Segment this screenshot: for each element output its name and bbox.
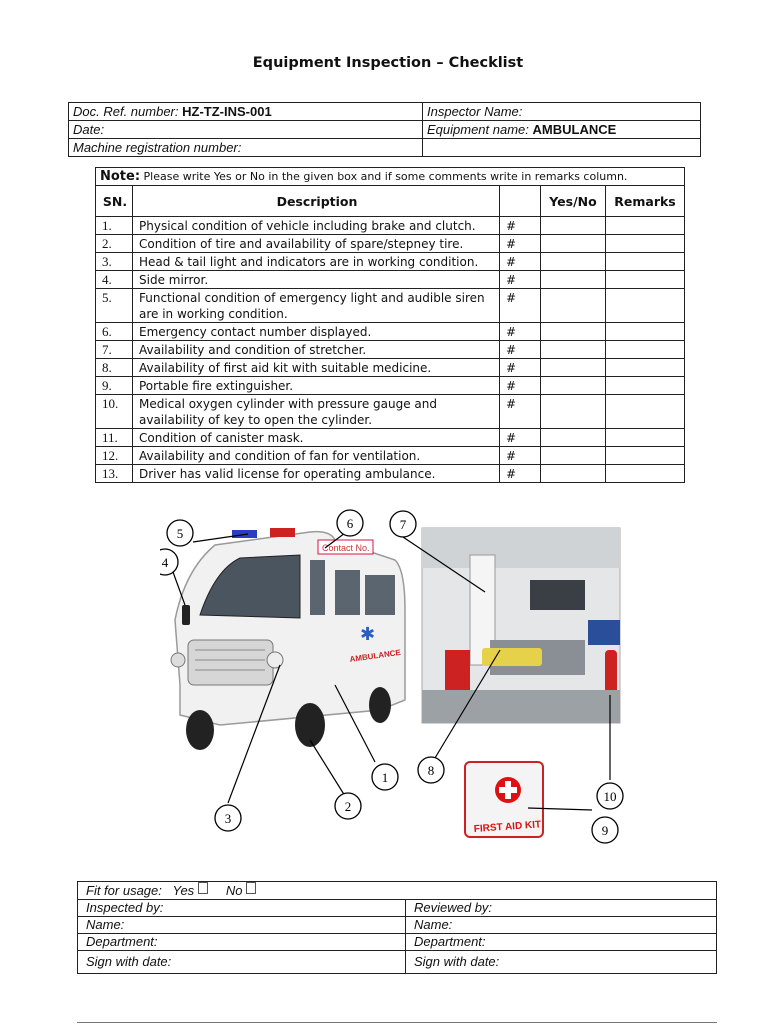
fit-for-usage-row: [78, 882, 717, 900]
checklist-row: [96, 429, 685, 447]
row-mark: #: [500, 395, 541, 429]
row-mark: #: [500, 377, 541, 395]
callout-label: 8: [427, 763, 435, 778]
col-mark-header: [500, 186, 541, 217]
callout-label: 6: [346, 516, 354, 531]
callout-label: 4: [161, 555, 169, 570]
row-sn: 9.: [96, 377, 133, 395]
row-remarks-input[interactable]: [606, 429, 685, 447]
row-yesno-input[interactable]: [541, 359, 606, 377]
approval-footer-table: [77, 881, 717, 974]
machine-reg-label: Machine registration number:: [73, 140, 242, 155]
callout-5: [167, 520, 193, 546]
row-mark: #: [500, 323, 541, 341]
row-yesno-input[interactable]: [541, 289, 606, 323]
inspector-name-cell[interactable]: [423, 103, 701, 121]
checklist-row: [96, 323, 685, 341]
row-remarks-input[interactable]: [606, 253, 685, 271]
row-yesno-input[interactable]: [541, 447, 606, 465]
ambulance-exterior-image: [163, 500, 408, 755]
no-checkbox[interactable]: [246, 882, 256, 894]
page-bottom-rule: [77, 1022, 717, 1023]
row-description: Condition of canister mask.: [133, 429, 500, 447]
row-description: Availability of first aid kit with suitable medicine.: [133, 359, 500, 377]
row-yesno-input[interactable]: [541, 271, 606, 289]
row-remarks-input[interactable]: [606, 341, 685, 359]
callout-label: 2: [344, 799, 352, 814]
checklist-row: [96, 235, 685, 253]
callout-label: 10: [603, 789, 617, 804]
doc-ref-value: HZ-TZ-INS-001: [182, 104, 272, 119]
row-remarks-input[interactable]: [606, 323, 685, 341]
callout-2: [335, 793, 361, 819]
row-yesno-input[interactable]: [541, 323, 606, 341]
inspector-sign-field[interactable]: Sign with date:: [78, 951, 406, 974]
date-cell[interactable]: [69, 121, 423, 139]
inspector-department-field[interactable]: Department:: [78, 934, 406, 951]
checklist-row: [96, 253, 685, 271]
inspection-checklist-table: [95, 167, 685, 483]
checklist-row: [96, 377, 685, 395]
reviewer-department-field[interactable]: Department:: [406, 934, 717, 951]
row-description: Availability and condition of stretcher.: [133, 341, 500, 359]
callout-3: [215, 805, 241, 831]
row-description: Availability and condition of fan for ventilation.: [133, 447, 500, 465]
row-mark: #: [500, 217, 541, 235]
doc-ref-label: Doc. Ref. number:: [73, 104, 183, 119]
row-yesno-input[interactable]: [541, 341, 606, 359]
row-yesno-input[interactable]: [541, 217, 606, 235]
row-sn: 7.: [96, 341, 133, 359]
first-aid-kit-label: FIRST AID KIT: [473, 819, 542, 835]
row-mark: #: [500, 359, 541, 377]
row-yesno-input[interactable]: [541, 395, 606, 429]
checklist-row: [96, 341, 685, 359]
checklist-row: [96, 465, 685, 483]
row-sn: 10.: [96, 395, 133, 429]
callout-10: [597, 783, 623, 809]
row-remarks-input[interactable]: [606, 377, 685, 395]
row-yesno-input[interactable]: [541, 377, 606, 395]
row-remarks-input[interactable]: [606, 289, 685, 323]
contact-sign-text: Contact No.: [322, 543, 370, 553]
callout-label: 5: [176, 526, 184, 541]
row-sn: 8.: [96, 359, 133, 377]
row-description: Condition of tire and availability of spare/stepney tire.: [133, 235, 500, 253]
checklist-row: [96, 271, 685, 289]
col-yesno-header: Yes/No: [541, 186, 606, 217]
row-description: Portable fire extinguisher.: [133, 377, 500, 395]
row-sn: 1.: [96, 217, 133, 235]
col-sn-header: SN.: [96, 186, 133, 217]
row-mark: #: [500, 253, 541, 271]
star-of-life-icon: ✱: [360, 624, 376, 645]
note-text: Please write Yes or No in the given box and if some comments write in remarks column.: [140, 170, 628, 183]
row-remarks-input[interactable]: [606, 465, 685, 483]
row-description: Medical oxygen cylinder with pressure gauge and availability of key to open the cylinder.: [133, 395, 500, 429]
reviewer-sign-field[interactable]: Sign with date:: [406, 951, 717, 974]
inspector-name-field[interactable]: Name:: [78, 917, 406, 934]
row-yesno-input[interactable]: [541, 235, 606, 253]
first-aid-kit-image: [465, 762, 543, 837]
equipment-name-value: AMBULANCE: [532, 122, 617, 137]
row-remarks-input[interactable]: [606, 395, 685, 429]
ambulance-figure: [160, 500, 630, 850]
row-remarks-input[interactable]: [606, 359, 685, 377]
callout-8: [418, 757, 444, 783]
callout-1: [372, 764, 398, 790]
row-mark: #: [500, 341, 541, 359]
row-sn: 5.: [96, 289, 133, 323]
checklist-row: [96, 395, 685, 429]
col-description-header: Description: [133, 186, 500, 217]
ambulance-interior-image: [422, 528, 620, 723]
row-yesno-input[interactable]: [541, 253, 606, 271]
callout-label: 1: [381, 770, 389, 785]
row-sn: 12.: [96, 447, 133, 465]
doc-ref-cell: [69, 103, 423, 121]
equipment-name-cell: [423, 121, 701, 139]
no-label: No: [225, 883, 243, 898]
callout-label: 9: [601, 823, 609, 838]
callout-label: 3: [224, 811, 232, 826]
row-mark: #: [500, 429, 541, 447]
row-mark: #: [500, 289, 541, 323]
row-description: Side mirror.: [133, 271, 500, 289]
ambulance-side-text: AMBULANCE: [349, 647, 402, 664]
callout-7: [390, 511, 416, 537]
row-description: Driver has valid license for operating ambulance.: [133, 465, 500, 483]
row-remarks-input[interactable]: [606, 235, 685, 253]
row-description: Physical condition of vehicle including brake and clutch.: [133, 217, 500, 235]
fit-for-usage-label: Fit for usage:: [86, 883, 162, 898]
checklist-row: [96, 447, 685, 465]
checklist-row: [96, 359, 685, 377]
document-header-table: [68, 102, 701, 157]
row-sn: 11.: [96, 429, 133, 447]
row-mark: #: [500, 271, 541, 289]
page-title: Equipment Inspection – Checklist: [252, 55, 524, 71]
row-sn: 3.: [96, 253, 133, 271]
date-label: Date:: [73, 122, 105, 137]
note-row: [96, 168, 685, 186]
row-sn: 6.: [96, 323, 133, 341]
checklist-row: [96, 289, 685, 323]
row-description: Functional condition of emergency light and audible siren are in working condition.: [133, 289, 500, 323]
note-label: Note:: [100, 169, 141, 184]
empty-cell: [423, 139, 701, 157]
row-remarks-input[interactable]: [606, 217, 685, 235]
yes-label: Yes: [172, 883, 195, 898]
reviewed-by-cell[interactable]: Reviewed by:: [406, 900, 717, 917]
row-remarks-input[interactable]: [606, 271, 685, 289]
row-mark: #: [500, 235, 541, 253]
row-yesno-input[interactable]: [541, 465, 606, 483]
row-remarks-input[interactable]: [606, 447, 685, 465]
equipment-name-label: Equipment name:: [427, 122, 533, 137]
col-remarks-header: Remarks: [606, 186, 685, 217]
checklist-row: [96, 217, 685, 235]
checklist-body: [96, 217, 685, 483]
callout-label: 7: [399, 517, 407, 532]
callout-9: [592, 817, 618, 843]
inspector-name-label: Inspector Name:: [427, 104, 523, 119]
yes-checkbox[interactable]: [198, 882, 208, 894]
callout-6: [337, 510, 363, 536]
row-sn: 2.: [96, 235, 133, 253]
machine-reg-cell[interactable]: [69, 139, 423, 157]
row-mark: #: [500, 465, 541, 483]
row-description: Head & tail light and indicators are in working condition.: [133, 253, 500, 271]
row-mark: #: [500, 447, 541, 465]
reviewer-name-field[interactable]: Name:: [406, 917, 717, 934]
row-description: Emergency contact number displayed.: [133, 323, 500, 341]
inspected-by-cell[interactable]: Inspected by:: [78, 900, 406, 917]
row-sn: 13.: [96, 465, 133, 483]
row-sn: 4.: [96, 271, 133, 289]
row-yesno-input[interactable]: [541, 429, 606, 447]
